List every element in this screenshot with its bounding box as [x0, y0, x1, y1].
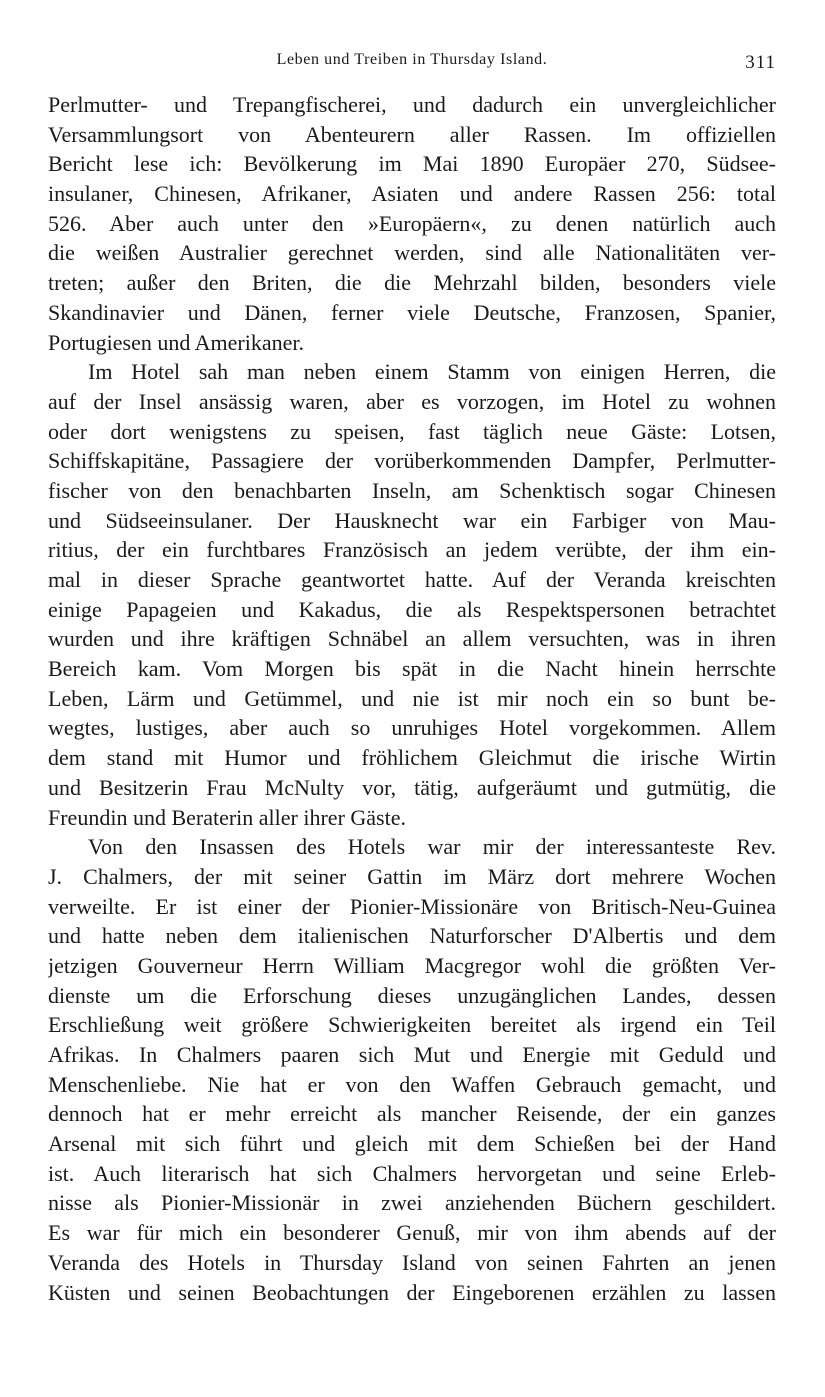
- paragraph: [48, 357, 776, 832]
- text-line: Versammlungsort von Abenteurern aller Rassen. Im offiziellen: [48, 121, 776, 147]
- running-head: [48, 48, 776, 72]
- text-line: fischer von den benachbarten Inseln, am Schenktisch sogar Chinesen: [48, 477, 776, 503]
- text-line: Bericht lese ich: Bevölkerung im Mai 1890 Europäer 270, Südsee-: [48, 151, 776, 177]
- text-line: Menschenliebe. Nie hat er von den Waffen Gebrauch gemacht, und: [48, 1071, 776, 1097]
- text-line: und Südseeinsulaner. Der Hausknecht war ein Farbiger von Mau-: [48, 507, 776, 533]
- text-line: Afrikas. In Chalmers paaren sich Mut und Energie mit Geduld und: [48, 1042, 776, 1067]
- text-line: 526. Aber auch unter den »Europäern«, zu denen natürlich auch: [48, 210, 776, 236]
- text-line: ist. Auch literarisch hat sich Chalmers hervorgetan und seine Erleb-: [48, 1160, 776, 1186]
- paragraph: [48, 90, 776, 357]
- text-line: Leben, Lärm und Getümmel, und nie ist mir noch ein so bunt be-: [48, 685, 776, 711]
- text-line: Portugiesen und Amerikaner.: [48, 329, 305, 355]
- text-line: Im Hotel sah man neben einem Stamm von einigen Herren, die: [88, 359, 776, 385]
- text-line: dem stand mit Humor und fröhlichem Gleichmut die irische Wirtin: [48, 745, 776, 771]
- text-line: Bereich kam. Vom Morgen bis spät in die Nacht hinein herrschte: [48, 656, 776, 682]
- text-line: Küsten und seinen Beobachtungen der Eingeborenen erzählen zu lassen: [48, 1279, 776, 1305]
- text-line: ritius, der ein furchtbares Französisch an jedem verübte, der ihm ein-: [48, 537, 776, 563]
- text-line: wurden und ihre kräftigen Schnäbel an allem versuchten, was in ihren: [48, 626, 776, 652]
- text-line: wegtes, lustiges, aber auch so unruhiges Hotel vorgekommen. Allem: [48, 715, 776, 741]
- text-line: oder dort wenigstens zu speisen, fast täglich neue Gäste: Lotsen,: [48, 418, 776, 444]
- text-line: verweilte. Er ist einer der Pionier-Missionäre von Britisch-Neu-Guinea: [48, 893, 776, 919]
- paragraph: [48, 832, 776, 1307]
- text-line: und Besitzerin Frau McNulty vor, tätig, aufgeräumt und gutmütig, die: [48, 774, 776, 800]
- page-number: 311: [745, 52, 776, 73]
- text-line: Es war für mich ein besonderer Genuß, mir von ihm abends auf der: [48, 1220, 776, 1246]
- text-line: treten; außer den Briten, die die Mehrzahl bilden, besonders viele: [48, 270, 776, 296]
- text-line: dienste um die Erforschung dieses unzugänglichen Landes, dessen: [48, 982, 776, 1008]
- text-line: einige Papageien und Kakadus, die als Respektspersonen betrachtet: [48, 596, 776, 622]
- text-line: J. Chalmers, der mit seiner Gattin im März dort mehrere Wochen: [48, 863, 776, 889]
- text-line: Erschließung weit größere Schwierigkeiten bereitet als irgend ein Teil: [48, 1012, 776, 1038]
- text-line: Freundin und Beraterin aller ihrer Gäste.: [48, 804, 406, 830]
- text-line: jetzigen Gouverneur Herrn William Macgregor wohl die größten Ver-: [48, 952, 776, 978]
- text-line: dennoch hat er mehr erreicht als mancher Reisende, der ein ganzes: [48, 1101, 776, 1127]
- text-line: auf der Insel ansässig waren, aber es vorzogen, im Hotel zu wohnen: [48, 388, 776, 414]
- running-title: Leben und Treiben in Thursday Island.: [276, 51, 548, 68]
- body-text: [48, 90, 776, 1307]
- text-line: Schiffskapitäne, Passagiere der vorüberkommenden Dampfer, Perlmutter-: [48, 448, 776, 474]
- text-line: Von den Insassen des Hotels war mir der interessanteste Rev.: [88, 834, 776, 860]
- text-line: Veranda des Hotels in Thursday Island von seinen Fahrten an jenen: [48, 1249, 776, 1275]
- text-line: Arsenal mit sich führt und gleich mit dem Schießen bei der Hand: [48, 1131, 776, 1157]
- text-line: Skandinavier und Dänen, ferner viele Deutsche, Franzosen, Spanier,: [48, 299, 776, 325]
- text-line: mal in dieser Sprache geantwortet hatte. Auf der Veranda kreischten: [48, 567, 776, 592]
- text-line: und hatte neben dem italienischen Naturforscher D'Albertis und dem: [48, 923, 776, 949]
- text-line: Perlmutter- und Trepangfischerei, und dadurch ein unvergleichlicher: [48, 92, 776, 117]
- text-line: nisse als Pionier-Missionär in zwei anziehenden Büchern geschildert.: [48, 1190, 776, 1216]
- text-line: insulaner, Chinesen, Afrikaner, Asiaten und andere Rassen 256: total: [48, 181, 776, 207]
- text-line: die weißen Australier gerechnet werden, sind alle Nationalitäten ver-: [48, 240, 776, 266]
